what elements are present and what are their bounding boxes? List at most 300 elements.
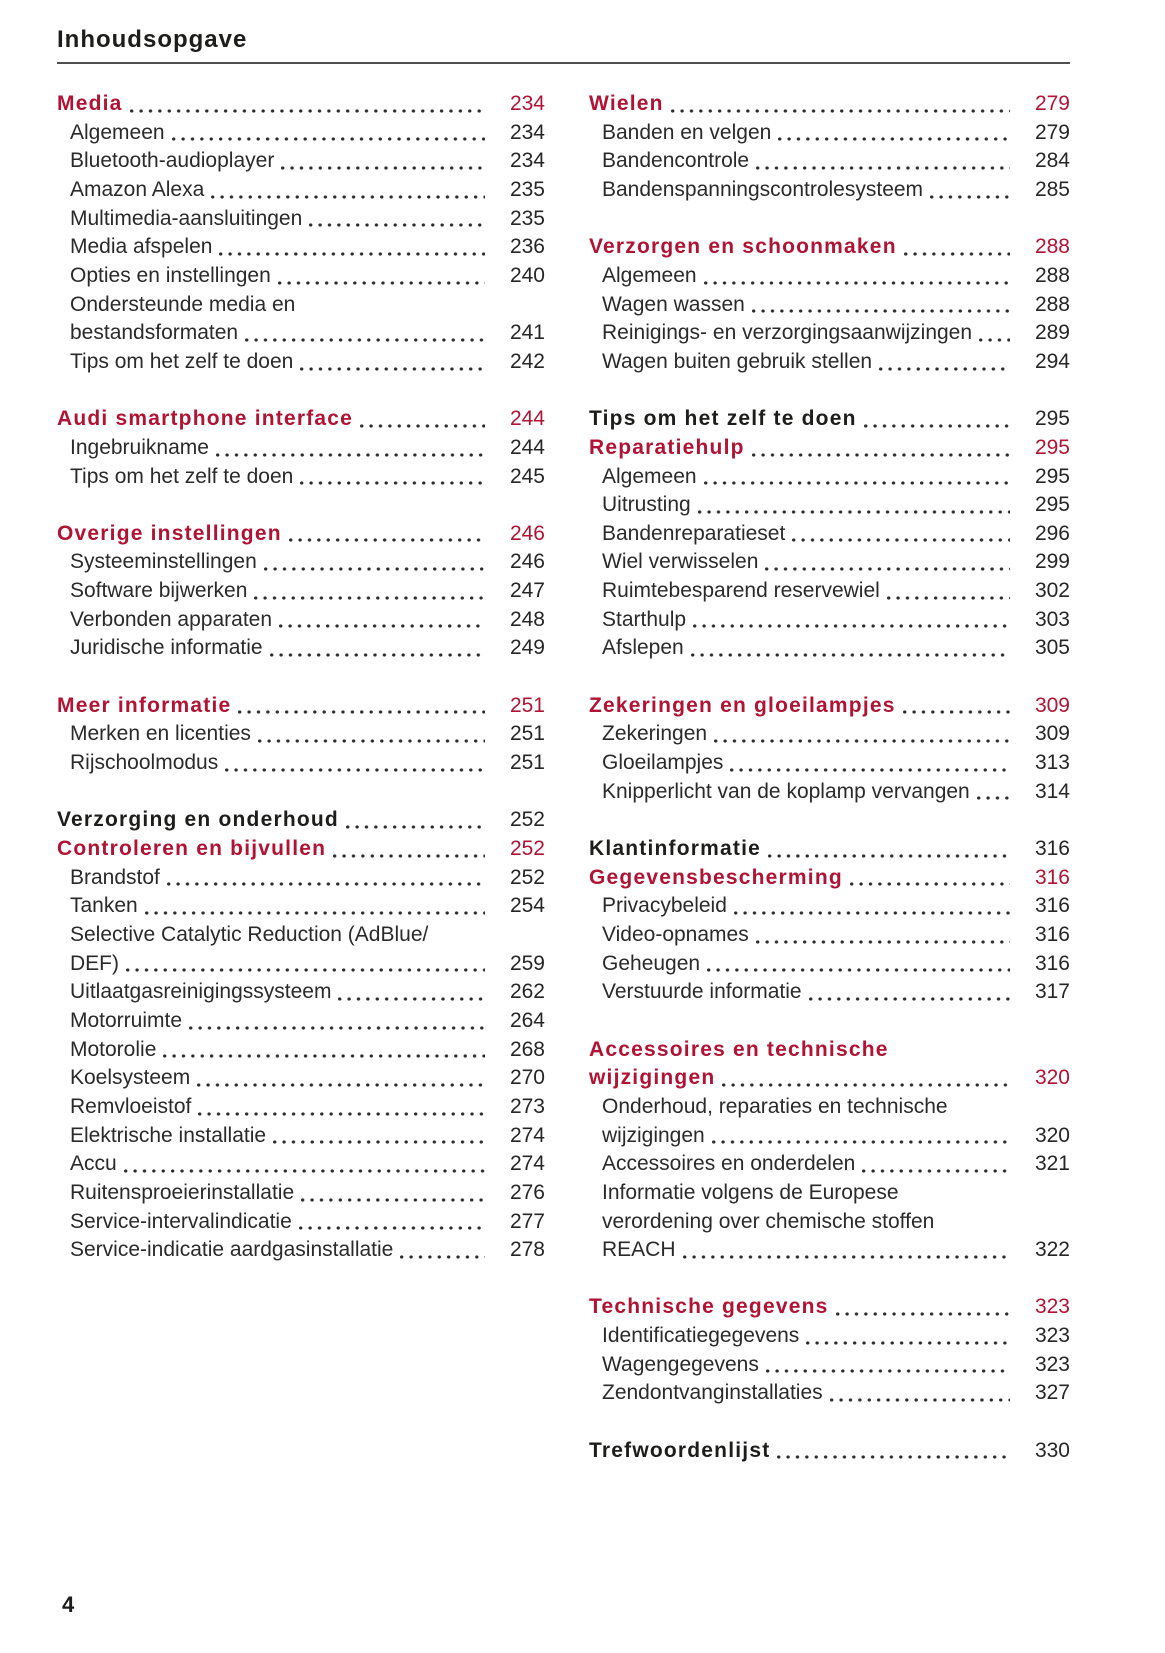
- toc-entry-page: 277: [509, 1209, 545, 1233]
- toc-entry: [589, 434, 1070, 463]
- dot-leader: [163, 1054, 485, 1058]
- toc-entry: [57, 520, 545, 549]
- toc-entry-page: 262: [509, 980, 545, 1004]
- toc-entry-label: Audi smartphone interface: [57, 407, 354, 431]
- dot-leader: [879, 367, 1010, 371]
- dot-leader: [400, 1255, 485, 1259]
- dot-leader: [693, 624, 1010, 628]
- title-rule: [57, 62, 1070, 64]
- toc-entry: [589, 176, 1070, 205]
- toc-entry-label: Media: [57, 92, 123, 115]
- toc-entry-page: 327: [1034, 1381, 1070, 1405]
- toc-entry-page: 235: [509, 177, 545, 201]
- toc-entry: [589, 1322, 1070, 1351]
- dot-leader: [864, 424, 1010, 428]
- dot-leader: [130, 109, 485, 113]
- toc-entry: [57, 262, 545, 291]
- toc-entry-label: Brandstof: [70, 865, 160, 889]
- dot-leader: [792, 538, 1010, 542]
- toc-entry: [57, 405, 545, 434]
- dot-leader: [301, 1198, 485, 1202]
- toc-column-right: [589, 90, 1070, 1465]
- toc-entry-label: Uitlaatgasreinigingssysteem: [70, 980, 332, 1004]
- dot-leader: [167, 882, 485, 886]
- toc-entry: [589, 90, 1070, 119]
- toc-entry-label: Ruimtebesparend reservewiel: [602, 579, 880, 603]
- dot-leader: [765, 567, 1010, 571]
- toc-entry-label: Multimedia-aansluitingen: [70, 206, 303, 230]
- dot-leader: [683, 1255, 1010, 1259]
- toc-entry: [57, 205, 545, 234]
- toc-entry-page: 303: [1034, 607, 1070, 631]
- toc-entry-page: 323: [1034, 1295, 1070, 1319]
- toc-entry-label: Service-indicatie aardgasinstallatie: [70, 1238, 394, 1262]
- toc-entry-page: 299: [1034, 550, 1070, 574]
- toc-entry: [57, 1179, 545, 1208]
- toc-entry: [57, 463, 545, 492]
- toc-entry: [589, 291, 1070, 320]
- toc-entry: [57, 176, 545, 205]
- toc-entry: [57, 548, 545, 577]
- dot-leader: [238, 710, 485, 714]
- toc-entry: [57, 119, 545, 148]
- toc-entry-label: Technische gegevens: [589, 1295, 829, 1319]
- toc-entry-page: 316: [1034, 837, 1070, 860]
- toc-section: [57, 806, 545, 1265]
- toc-entry-page: 316: [1034, 865, 1070, 889]
- toc-entry-label: wijzigingen: [602, 1123, 705, 1147]
- dot-leader: [671, 109, 1010, 113]
- toc-entry: [589, 720, 1070, 749]
- toc-section: [589, 1293, 1070, 1408]
- toc-section: [589, 233, 1070, 376]
- dot-leader: [346, 825, 485, 829]
- toc-entry-label: Software bijwerken: [70, 579, 248, 603]
- toc-entry: [589, 1093, 1070, 1122]
- toc-entry: [57, 1236, 545, 1265]
- toc-entry-page: 241: [509, 321, 545, 345]
- toc-entry-label: Geheugen: [602, 951, 701, 975]
- toc-entry: [57, 692, 545, 721]
- toc-column-left: [57, 90, 545, 1465]
- toc-entry-page: 249: [509, 636, 545, 660]
- toc-entry: [589, 491, 1070, 520]
- dot-leader: [145, 911, 485, 915]
- toc-entry-page: 316: [1034, 951, 1070, 975]
- dot-leader: [245, 338, 485, 342]
- toc-entry-label: Motorruimte: [70, 1008, 183, 1032]
- dot-leader: [126, 968, 485, 972]
- table-of-contents: [57, 90, 1070, 1465]
- toc-entry-page: 302: [1034, 579, 1070, 603]
- toc-entry-page: 320: [1034, 1066, 1070, 1090]
- toc-entry: [57, 606, 545, 635]
- toc-entry-label: Tips om het zelf te doen: [589, 407, 857, 431]
- dot-leader: [300, 481, 485, 485]
- dot-leader: [756, 166, 1010, 170]
- toc-entry: [57, 892, 545, 921]
- dot-leader: [903, 710, 1010, 714]
- toc-entry-label: Media afspelen: [70, 235, 213, 259]
- toc-section: [57, 90, 545, 377]
- toc-entry-label: Accu: [70, 1152, 117, 1176]
- dot-leader: [219, 252, 485, 256]
- dot-leader: [704, 481, 1010, 485]
- toc-entry-label: Gloeilampjes: [602, 751, 724, 775]
- toc-entry-label: Tips om het zelf te doen: [70, 464, 294, 488]
- toc-entry-page: 309: [1034, 693, 1070, 717]
- toc-entry-page: 285: [1034, 177, 1070, 201]
- toc-entry-label: Wagen buiten gebruik stellen: [602, 349, 873, 373]
- toc-entry-label: Ingebruikname: [70, 435, 209, 459]
- toc-entry-label: Service-intervalindicatie: [70, 1209, 292, 1233]
- toc-entry-page: 236: [509, 235, 545, 259]
- toc-entry-page: 323: [1034, 1324, 1070, 1348]
- toc-entry-page: 295: [1034, 407, 1070, 431]
- dot-leader: [281, 166, 485, 170]
- toc-entry-page: 246: [509, 521, 545, 545]
- toc-entry-page: 295: [1034, 435, 1070, 459]
- toc-entry-page: 264: [509, 1008, 545, 1032]
- dot-leader: [211, 195, 485, 199]
- toc-entry: [57, 1208, 545, 1237]
- toc-entry: [589, 1351, 1070, 1380]
- toc-entry: [57, 921, 545, 950]
- toc-entry-page: 288: [1034, 292, 1070, 316]
- toc-entry-label: Selective Catalytic Reduction (AdBlue/: [70, 922, 429, 946]
- toc-entry: [589, 405, 1070, 434]
- dot-leader: [930, 195, 1010, 199]
- toc-entry-label: Algemeen: [602, 263, 697, 287]
- toc-entry: [57, 577, 545, 606]
- toc-entry-label: Merken en licenties: [70, 722, 251, 746]
- toc-entry-page: 273: [509, 1094, 545, 1118]
- toc-entry-label: Opties en instellingen: [70, 263, 271, 287]
- toc-entry-label: Verzorgen en schoonmaken: [589, 235, 897, 259]
- toc-entry-label: Identificatiegegevens: [602, 1324, 800, 1348]
- toc-entry: [589, 147, 1070, 176]
- dot-leader: [300, 367, 485, 371]
- toc-entry: [57, 950, 545, 979]
- toc-entry: [589, 778, 1070, 807]
- toc-section: [57, 405, 545, 491]
- dot-leader: [752, 453, 1010, 457]
- toc-entry: [57, 978, 545, 1007]
- toc-entry: [589, 520, 1070, 549]
- toc-entry-label: Wielen: [589, 92, 664, 115]
- toc-entry-label: Verzorging en onderhoud: [57, 808, 339, 832]
- toc-entry: [589, 606, 1070, 635]
- toc-section: [589, 1036, 1070, 1265]
- toc-entry: [57, 1064, 545, 1093]
- toc-entry-label: Verstuurde informatie: [602, 980, 802, 1004]
- toc-entry: [57, 1007, 545, 1036]
- toc-entry-label: Rijschoolmodus: [70, 751, 219, 775]
- toc-entry-page: 322: [1034, 1238, 1070, 1262]
- toc-entry-label: Ruitensproeierinstallatie: [70, 1180, 295, 1204]
- toc-entry-label: Wagen wassen: [602, 292, 745, 316]
- toc-entry-label: Wiel verwisselen: [602, 550, 759, 574]
- dot-leader: [806, 1341, 1010, 1345]
- toc-entry: [589, 548, 1070, 577]
- dot-leader: [752, 309, 1010, 313]
- toc-entry-label: Trefwoordenlijst: [589, 1438, 771, 1462]
- dot-leader: [977, 796, 1010, 800]
- toc-entry-label: Controleren en bijvullen: [57, 837, 327, 860]
- dot-leader: [225, 768, 485, 772]
- dot-leader: [172, 137, 485, 141]
- toc-entry: [589, 692, 1070, 721]
- toc-entry-page: 234: [509, 149, 545, 173]
- dot-leader: [338, 997, 485, 1001]
- toc-entry-label: Tanken: [70, 894, 138, 918]
- dot-leader: [756, 940, 1010, 944]
- toc-entry-page: 251: [509, 722, 545, 746]
- toc-entry: [57, 434, 545, 463]
- dot-leader: [360, 424, 485, 428]
- toc-entry-label: Algemeen: [70, 120, 165, 144]
- toc-entry-label: Onderhoud, reparaties en technische: [602, 1094, 948, 1118]
- dot-leader: [309, 223, 485, 227]
- toc-entry-label: Accessoires en technische: [589, 1037, 889, 1061]
- toc-entry-label: Algemeen: [602, 464, 697, 488]
- toc-entry: [57, 864, 545, 893]
- toc-entry-page: 309: [1034, 722, 1070, 746]
- toc-entry: [589, 1064, 1070, 1093]
- dot-leader: [766, 1369, 1010, 1373]
- toc-entry: [57, 634, 545, 663]
- toc-entry-page: 248: [509, 607, 545, 631]
- toc-entry-page: 296: [1034, 521, 1070, 545]
- toc-entry-page: 252: [509, 837, 545, 860]
- toc-entry-label: Meer informatie: [57, 693, 232, 717]
- toc-section: [589, 1437, 1070, 1466]
- dot-leader: [768, 854, 1010, 858]
- dot-leader: [734, 911, 1010, 915]
- toc-entry-page: 294: [1034, 349, 1070, 373]
- toc-entry: [589, 1208, 1070, 1237]
- toc-entry: [589, 233, 1070, 262]
- toc-entry: [57, 720, 545, 749]
- dot-leader: [836, 1312, 1011, 1316]
- toc-entry-page: 323: [1034, 1352, 1070, 1376]
- toc-entry-page: 279: [1034, 92, 1070, 115]
- toc-entry: [57, 806, 545, 835]
- toc-entry-page: 235: [509, 206, 545, 230]
- toc-entry-page: 313: [1034, 751, 1070, 775]
- toc-entry-label: Accessoires en onderdelen: [602, 1152, 856, 1176]
- dot-leader: [289, 538, 485, 542]
- toc-entry: [589, 634, 1070, 663]
- toc-entry: [57, 291, 545, 320]
- dot-leader: [273, 1140, 485, 1144]
- dot-leader: [333, 854, 485, 858]
- toc-entry: [57, 90, 545, 119]
- toc-entry: [589, 921, 1070, 950]
- toc-entry-page: 314: [1034, 779, 1070, 803]
- toc-entry-page: 251: [509, 693, 545, 717]
- dot-leader: [904, 252, 1010, 256]
- toc-entry-page: 295: [1034, 464, 1070, 488]
- toc-entry-label: Wagengegevens: [602, 1352, 759, 1376]
- toc-entry-page: 270: [509, 1066, 545, 1090]
- page-header: [57, 27, 1070, 64]
- dot-leader: [124, 1169, 485, 1173]
- toc-entry-label: Remvloeistof: [70, 1094, 192, 1118]
- toc-entry: [589, 463, 1070, 492]
- toc-entry-page: 278: [509, 1238, 545, 1262]
- toc-entry-page: 254: [509, 894, 545, 918]
- dot-leader: [216, 453, 485, 457]
- toc-entry-page: 274: [509, 1123, 545, 1147]
- toc-entry-label: Video-opnames: [602, 922, 749, 946]
- toc-entry-page: 321: [1034, 1152, 1070, 1176]
- toc-entry: [589, 348, 1070, 377]
- toc-entry-label: wijzigingen: [589, 1066, 716, 1090]
- dot-leader: [850, 882, 1010, 886]
- dot-leader: [264, 567, 485, 571]
- dot-leader: [862, 1169, 1010, 1173]
- page-title: Inhoudsopgave: [57, 26, 248, 53]
- toc-entry-page: 284: [1034, 149, 1070, 173]
- toc-entry-label: Overige instellingen: [57, 521, 282, 545]
- dot-leader: [254, 596, 485, 600]
- dot-leader: [258, 739, 485, 743]
- toc-entry-label: Ondersteunde media en: [70, 292, 296, 316]
- toc-entry-page: 246: [509, 550, 545, 574]
- toc-entry-label: Afslepen: [602, 636, 684, 660]
- toc-entry: [57, 147, 545, 176]
- dot-leader: [189, 1026, 485, 1030]
- toc-entry-label: Knipperlicht van de koplamp vervangen: [602, 779, 970, 803]
- toc-entry: [589, 119, 1070, 148]
- toc-entry-page: 288: [1034, 263, 1070, 287]
- toc-entry-label: Tips om het zelf te doen: [70, 349, 294, 373]
- toc-entry-page: 259: [509, 951, 545, 975]
- toc-entry: [589, 835, 1070, 864]
- toc-entry: [589, 577, 1070, 606]
- toc-entry-label: REACH: [602, 1238, 676, 1262]
- dot-leader: [979, 338, 1010, 342]
- toc-entry-page: 317: [1034, 980, 1070, 1004]
- toc-entry-page: 268: [509, 1037, 545, 1061]
- toc-entry-label: Uitrusting: [602, 493, 691, 517]
- toc-entry-label: Reparatiehulp: [589, 435, 745, 459]
- toc-entry-label: Zendontvanginstallaties: [602, 1381, 823, 1405]
- dot-leader: [777, 1455, 1010, 1459]
- toc-entry: [589, 1236, 1070, 1265]
- dot-leader: [730, 768, 1010, 772]
- toc-entry-page: 320: [1034, 1123, 1070, 1147]
- dot-leader: [714, 739, 1010, 743]
- toc-section: [57, 692, 545, 778]
- toc-entry: [589, 749, 1070, 778]
- toc-entry-page: 244: [509, 435, 545, 459]
- toc-entry: [589, 978, 1070, 1007]
- toc-entry-label: Bluetooth-audioplayer: [70, 149, 275, 173]
- toc-entry-page: 251: [509, 751, 545, 775]
- toc-section: [589, 835, 1070, 1007]
- toc-entry-label: Koelsysteem: [70, 1066, 191, 1090]
- toc-section: [589, 692, 1070, 807]
- toc-entry: [57, 233, 545, 262]
- toc-entry: [57, 319, 545, 348]
- dot-leader: [278, 281, 485, 285]
- toc-entry-page: 295: [1034, 493, 1070, 517]
- dot-leader: [698, 510, 1010, 514]
- toc-entry-page: 252: [509, 865, 545, 889]
- toc-entry-label: Reinigings- en verzorgingsaanwijzingen: [602, 321, 973, 345]
- toc-entry-label: Elektrische installatie: [70, 1123, 267, 1147]
- toc-entry-label: Bandenreparatieset: [602, 521, 786, 545]
- toc-entry-page: 330: [1034, 1438, 1070, 1462]
- toc-entry-page: 234: [509, 92, 545, 115]
- toc-entry-label: Zekeringen en gloeilampjes: [589, 693, 896, 717]
- toc-entry: [57, 348, 545, 377]
- toc-entry-label: Bandencontrole: [602, 149, 750, 173]
- toc-entry: [57, 1122, 545, 1151]
- dot-leader: [299, 1226, 485, 1230]
- toc-entry-label: DEF): [70, 951, 119, 975]
- dot-leader: [809, 997, 1010, 1001]
- toc-entry-page: 234: [509, 120, 545, 144]
- toc-entry-label: verordening over chemische stoffen: [602, 1209, 935, 1233]
- toc-entry-label: Informatie volgens de Europese: [602, 1180, 899, 1204]
- toc-entry-page: 288: [1034, 235, 1070, 259]
- toc-entry-page: 279: [1034, 120, 1070, 144]
- toc-entry-label: Klantinformatie: [589, 837, 762, 860]
- toc-entry-page: 289: [1034, 321, 1070, 345]
- toc-entry-page: 316: [1034, 922, 1070, 946]
- dot-leader: [887, 596, 1010, 600]
- toc-entry-page: 247: [509, 579, 545, 603]
- toc-entry-label: Privacybeleid: [602, 894, 727, 918]
- toc-entry-label: Motorolie: [70, 1037, 157, 1061]
- toc-entry-label: Bandenspanningscontrolesysteem: [602, 177, 924, 201]
- toc-entry: [589, 1036, 1070, 1065]
- dot-leader: [198, 1112, 485, 1116]
- toc-entry-page: 274: [509, 1152, 545, 1176]
- toc-entry: [57, 1150, 545, 1179]
- toc-entry: [589, 1150, 1070, 1179]
- toc-entry: [57, 749, 545, 778]
- toc-entry-label: Banden en velgen: [602, 120, 772, 144]
- dot-leader: [691, 653, 1010, 657]
- toc-section: [589, 90, 1070, 205]
- page-number: 4: [62, 1592, 75, 1617]
- toc-entry: [589, 1293, 1070, 1322]
- dot-leader: [722, 1083, 1010, 1087]
- toc-entry: [589, 1379, 1070, 1408]
- toc-entry: [589, 1179, 1070, 1208]
- toc-entry-page: 305: [1034, 636, 1070, 660]
- toc-section: [57, 520, 545, 663]
- toc-entry: [589, 864, 1070, 893]
- dot-leader: [712, 1140, 1010, 1144]
- toc-entry-label: bestandsformaten: [70, 321, 239, 345]
- dot-leader: [270, 653, 485, 657]
- toc-entry: [57, 1036, 545, 1065]
- toc-entry-label: Verbonden apparaten: [70, 607, 273, 631]
- dot-leader: [707, 968, 1010, 972]
- dot-leader: [778, 137, 1010, 141]
- toc-entry-page: 244: [509, 407, 545, 431]
- toc-entry: [589, 950, 1070, 979]
- toc-entry: [589, 262, 1070, 291]
- toc-entry: [589, 1122, 1070, 1151]
- toc-entry-page: 276: [509, 1180, 545, 1204]
- toc-entry: [589, 1437, 1070, 1466]
